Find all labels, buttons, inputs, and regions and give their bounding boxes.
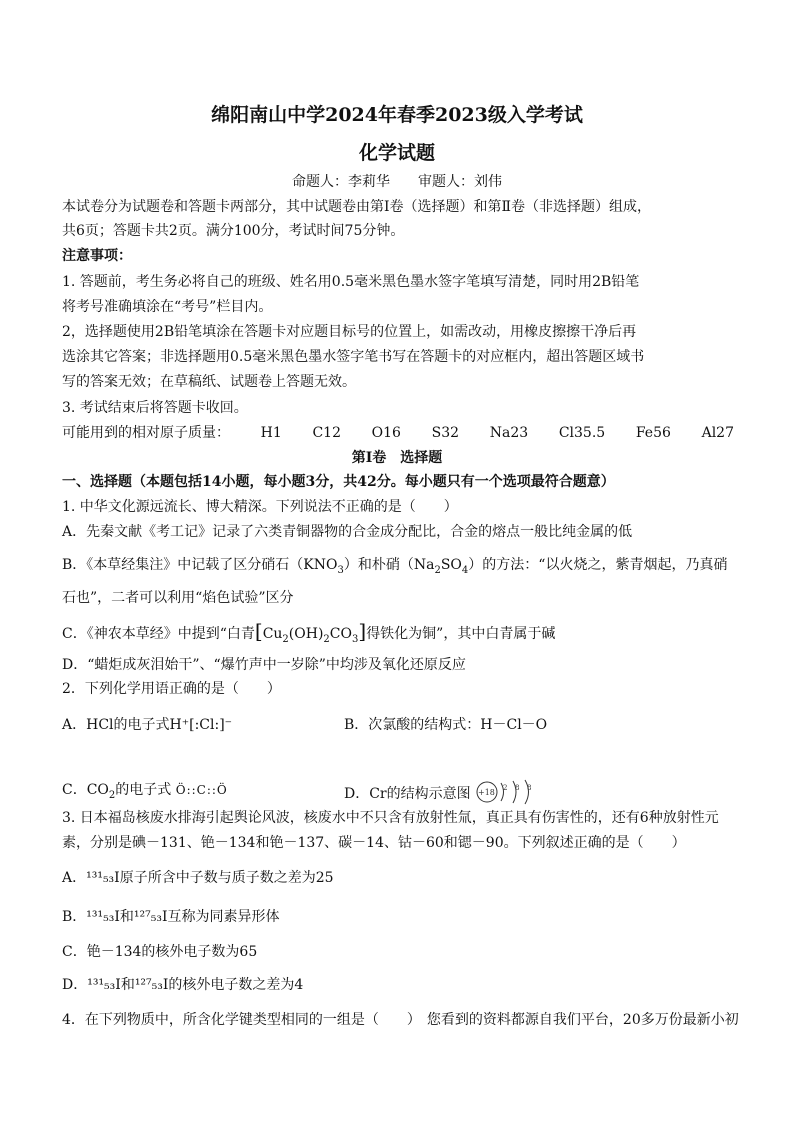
intro-line-1: 本试卷分为试题卷和答题卡两部分，其中试题卷由第Ⅰ卷（选择题）和第Ⅱ卷（非选择题）组成， bbox=[62, 199, 652, 215]
q4-line bbox=[62, 1010, 739, 1030]
q2-d-text: D．Cr的结构示意图 bbox=[344, 786, 471, 802]
subject-title: 化学试题 bbox=[358, 142, 435, 164]
note-2b: 选涂其它答案；非选择题用0.5毫米黑色墨水签字笔书写在答题卡的对应框内，超出答题区域书 bbox=[62, 349, 645, 365]
atomic-mass-line bbox=[62, 423, 734, 443]
q2-option-a: A．HCl的电子式H⁺[:Cl:]⁻ bbox=[62, 717, 233, 733]
q3-option-b: B．¹³¹₅₃I和¹²⁷₅₃I互称为同素异形体 bbox=[62, 909, 280, 925]
mass-item: Al27 bbox=[701, 425, 734, 441]
atomic-structure-diagram bbox=[475, 779, 545, 809]
note-1b: 将考号准确填涂在“考号”栏目内。 bbox=[62, 299, 273, 315]
formula: CO bbox=[329, 626, 352, 642]
shell-count: 2 bbox=[503, 784, 508, 792]
subscript: 2 bbox=[108, 789, 116, 801]
q1-option-c bbox=[62, 621, 734, 650]
note-3: 3. 考试结束后将答题卡收回。 bbox=[62, 400, 248, 416]
q2-c-text: 的电子式 bbox=[115, 782, 172, 798]
q1-c-text: C．《神农本草经》中提到“白青 bbox=[62, 626, 255, 642]
q1-b-text: ）的方法：“以火烧之，紫青烟起，乃真硝 bbox=[468, 557, 728, 573]
mass-item: O16 bbox=[371, 425, 401, 441]
nucleus-label: +18 bbox=[478, 788, 495, 797]
q1-b-text: ）和朴硝（Na bbox=[343, 557, 435, 573]
q1-c-text: 得铁化为铜”，其中白青属于碱 bbox=[366, 626, 556, 642]
mass-item: H1 bbox=[260, 425, 282, 441]
q2-option-b: B．次氯酸的结构式：H－Cl－O bbox=[344, 717, 548, 733]
subscript: 3 bbox=[337, 564, 344, 576]
q1-b-text: B．《本草经集注》中记载了区分硝石（KNO bbox=[62, 557, 338, 573]
electron-dot-formula: Ö::C::Ö bbox=[175, 783, 228, 797]
subscript: 3 bbox=[352, 633, 359, 645]
formula-bracket: ] bbox=[358, 619, 367, 643]
subscript: 2 bbox=[434, 564, 441, 576]
intro-line-2: 共6页；答题卡共2页。满分100分，考试时间75分钟。 bbox=[62, 223, 405, 239]
section-title: 第Ⅰ卷 选择题 bbox=[351, 450, 443, 466]
q2-option-c bbox=[62, 779, 228, 801]
q1-option-b bbox=[62, 555, 734, 581]
subscript: 2 bbox=[282, 633, 289, 645]
exam-title: 绵阳南山中学2024年春季2023级入学考试 bbox=[211, 104, 583, 126]
note-2c: 写的答案无效；在草稿纸、试题卷上答题无效。 bbox=[62, 374, 356, 390]
q1-option-a: A．先秦文献《考工记》记录了六类青铜器物的合金成分配比，合金的熔点一般比纯金属的低 bbox=[62, 524, 633, 540]
promo-text: 您看到的资料都源自我们平台，20多万份最新小初 bbox=[426, 1012, 739, 1028]
note-1a: 1. 答题前，考生务必将自己的班级、姓名用0.5毫米黑色墨水签字笔填写清楚，同时用2B铅笔 bbox=[62, 274, 640, 290]
subscript: 2 bbox=[323, 633, 330, 645]
atomic-mass-label: 可能用到的相对原子质量： bbox=[62, 425, 230, 441]
q1-option-d: D．“蜡炬成灰泪始干”、“爆竹声中一岁除”中均涉及氧化还原反应 bbox=[62, 657, 466, 673]
subscript: 4 bbox=[461, 564, 469, 576]
mass-item: S32 bbox=[431, 425, 460, 441]
q1-stem: 1. 中华文化源远流长、博大精深。下列说法不正确的是（ ） bbox=[62, 499, 458, 515]
authors-line: 命题人：李莉华 审题人：刘伟 bbox=[292, 174, 502, 190]
shell-count: 8 bbox=[527, 784, 532, 792]
q3-option-d: D．¹³¹₅₃I和¹²⁷₅₃I的核外电子数之差为4 bbox=[62, 977, 304, 993]
mass-item: C12 bbox=[312, 425, 341, 441]
mass-item: Cl35.5 bbox=[558, 425, 606, 441]
formula: Cu bbox=[262, 626, 283, 642]
q4-stem: 4．在下列物质中，所含化学键类型相同的一组是（ ） bbox=[62, 1012, 421, 1028]
notes-heading: 注意事项： bbox=[62, 248, 132, 264]
q1-option-b-cont: 石也”，二者可以利用“焰色试验”区分 bbox=[62, 590, 294, 606]
section-instruction: 一、选择题（本题包括14小题，每小题3分，共42分。每小题只有一个选项最符合题意） bbox=[62, 474, 615, 490]
q1-b-text: SO bbox=[440, 557, 462, 573]
mass-item: Na23 bbox=[489, 425, 529, 441]
q3-stem-1: 3. 日本福岛核废水排海引起舆论风波，核废水中不只含有放射性氚，真正具有伤害性的，还有6种放射性元 bbox=[62, 810, 719, 826]
q2-c-text: C．CO bbox=[62, 782, 109, 798]
formula: (OH) bbox=[288, 626, 324, 642]
q3-option-a: A．¹³¹₅₃I原子所含中子数与质子数之差为25 bbox=[62, 870, 334, 886]
mass-item: Fe56 bbox=[635, 425, 671, 441]
q2-stem: 2．下列化学用语正确的是（ ） bbox=[62, 681, 281, 697]
formula-bracket: [ bbox=[254, 619, 263, 643]
note-2a: 2，选择题使用2B铅笔填涂在答题卡对应题目标号的位置上，如需改动，用橡皮擦擦干净后再 bbox=[62, 324, 637, 340]
shell-count: 8 bbox=[515, 784, 520, 792]
q2-option-d bbox=[344, 779, 545, 809]
q3-stem-2: 素，分别是碘－131、铯－134和铯－137、碳－14、钴－60和锶－90。下列叙述正确的是（ ） bbox=[62, 835, 686, 851]
q3-option-c: C．铯－134的核外电子数为65 bbox=[62, 944, 258, 960]
